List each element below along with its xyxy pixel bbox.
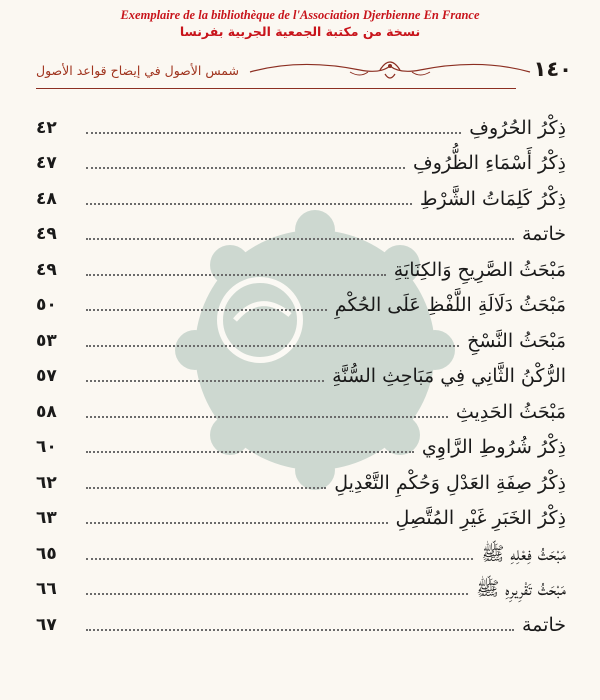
toc-entry-title: الرُّكْنُ الثَّانِي فِي مَبَاحِثِ السُّنَّةِ — [332, 365, 566, 387]
toc-entry — [36, 568, 566, 604]
toc-entry — [36, 497, 566, 533]
toc-entry-page: ٤٨ — [36, 188, 57, 209]
toc-entry-title: مَبْحَثُ دَلَالَةِ اللَّفْظِ عَلَى الحُكْمِ — [334, 294, 566, 316]
toc-entry-title: مَبْحَثُ النَّسْخِ — [467, 329, 566, 352]
toc-entry-title: خاتمة — [522, 223, 566, 245]
toc-entry-title: خاتمة — [522, 613, 566, 636]
toc-entry-page: ٦٠ — [36, 437, 57, 457]
dot-leader — [86, 274, 386, 276]
toc-entry — [36, 177, 566, 213]
toc-entry — [36, 603, 566, 639]
toc-entry-page: ٦٣ — [36, 508, 57, 528]
page-number: ١٤٠ — [533, 57, 572, 81]
dot-leader — [86, 593, 468, 595]
dot-leader — [86, 132, 461, 134]
toc-entry-title: ذِكْرُ أَسْمَاءِ الظُّرُوفِ — [413, 152, 566, 174]
toc-entry-title: مَبْحَثُ الحَدِيثِ — [455, 400, 566, 423]
toc-entry-page: ٤٢ — [36, 117, 57, 138]
dot-leader — [86, 380, 324, 382]
toc-entry-page: ٤٧ — [36, 153, 57, 173]
toc-entry — [36, 213, 566, 249]
toc-entry-title: مَبْحَثُ تَقْرِيرِهِ ﷺ — [476, 578, 566, 600]
toc-entry-page: ٥٣ — [36, 330, 57, 351]
toc-entry — [36, 426, 566, 462]
toc-entry-page: ٦٢ — [36, 472, 57, 493]
toc-entry — [36, 142, 566, 178]
dot-leader — [86, 203, 412, 205]
toc-entry — [36, 284, 566, 320]
toc-entry-title: ذِكْرُ كَلِمَاتُ الشَّرْطِ — [419, 187, 566, 210]
toc-entry-page: ٥٧ — [36, 366, 57, 386]
dot-leader — [86, 345, 459, 347]
dot-leader — [86, 487, 326, 489]
toc-entry-title: ذِكْرُ الحُرُوفِ — [469, 116, 566, 139]
toc-entry — [36, 106, 566, 142]
toc-entry-title: مَبْحَثُ فِعْلِهِ ﷺ — [481, 542, 566, 565]
toc-entry-page: ٦٧ — [36, 614, 57, 635]
toc-entry — [36, 319, 566, 355]
toc-entry-page: ٤٩ — [36, 259, 57, 280]
page-header — [20, 52, 580, 90]
table-of-contents — [36, 106, 566, 639]
toc-entry-title: ذِكْرُ شُرُوطِ الرَّاوِي — [421, 436, 566, 458]
toc-entry — [36, 532, 566, 568]
toc-entry — [36, 355, 566, 391]
header-ornament-icon — [240, 52, 540, 90]
toc-entry-page: ٥٠ — [36, 295, 57, 315]
dot-leader — [86, 416, 448, 418]
toc-entry-page: ٦٥ — [36, 543, 57, 564]
toc-entry-title: ذِكْرُ صِفَةِ العَدْلِ وَحُكْمِ التَّعْدِيلِ — [334, 471, 566, 494]
dot-leader — [86, 451, 414, 453]
dot-leader — [86, 167, 405, 169]
dot-leader — [86, 238, 514, 240]
toc-entry-page: ٦٦ — [36, 579, 57, 599]
library-watermark — [0, 8, 600, 40]
watermark-french-text: Exemplaire de la bibliothèque de l'Association Djerbienne En France — [120, 8, 480, 22]
header-divider — [36, 88, 516, 89]
toc-entry-title: ذِكْرُ الخَبَرِ غَيْرِ المُتَّصِلِ — [395, 507, 566, 529]
dot-leader — [86, 522, 388, 524]
dot-leader — [86, 558, 473, 560]
toc-entry-page: ٤٩ — [36, 224, 57, 244]
toc-entry-page: ٥٨ — [36, 401, 57, 422]
running-book-title: شمس الأصول في إيضاح قواعد الأصول — [36, 63, 240, 78]
dot-leader — [86, 309, 327, 311]
toc-entry — [36, 248, 566, 284]
watermark-arabic-text: نسخة من مكتبة الجمعية الجربية بفرنسا — [179, 24, 421, 39]
toc-entry-title: مَبْحَثُ الصَّرِيحِ وَالكِنَايَةِ — [393, 258, 566, 281]
toc-entry — [36, 390, 566, 426]
dot-leader — [86, 629, 514, 631]
toc-entry — [36, 461, 566, 497]
